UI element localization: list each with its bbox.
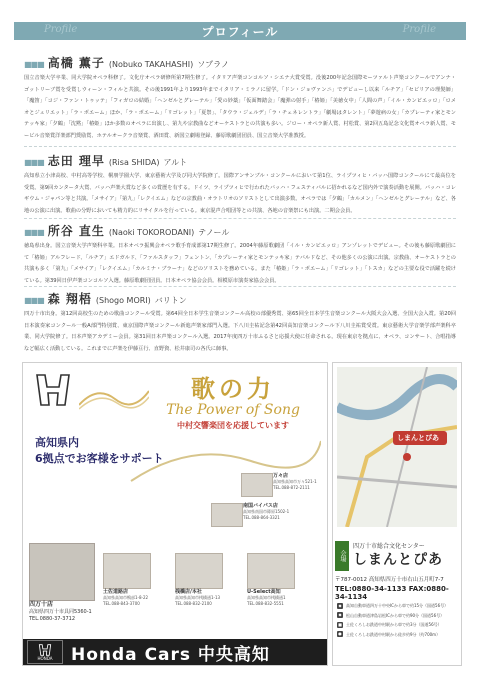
store-caption — [273, 473, 325, 491]
store-photo — [241, 473, 273, 497]
access-item: ◆ 高知自動車道四万十中央ICから車で約15分（国道56号） — [338, 602, 449, 608]
map-venue-label: しまんとぴあ — [397, 434, 439, 442]
store-address: 高知県高知市万々521-1 — [273, 479, 317, 484]
store-caption — [175, 589, 235, 607]
store-photo — [247, 553, 295, 589]
hq-caption — [29, 601, 92, 623]
banner-decoration-left: Profile — [44, 24, 78, 35]
performer-name: 志田 理早 — [47, 154, 105, 168]
venue-map — [337, 367, 457, 527]
performer-name: 所谷 直生 — [47, 224, 105, 238]
store-name: U-Select高知 — [247, 589, 281, 595]
store-address: 高知県高知市桟橋通1-13 — [175, 595, 221, 600]
store-name: 土佐道路店 — [103, 589, 129, 595]
store-photo — [211, 503, 243, 527]
store-caption — [243, 503, 295, 521]
performer-bio: 高知県立小津高校、中村高等学校、桐朋学園大学、東京藝術大学及び同大学院修了。国際アンサンブル・コンクールにおいて第1位、ライプツィヒ・バッハ国際コンクールにて最高位を受賞。第9回カンタータ大賞、バッハ声楽大賞など多くの賞歴を有する。ドイツ、ライプツィヒで行われたバッハ・フェスティバルに招かれるなど国内外で演奏活動を展開。バッハ・コレギウム・ジャパン等と共演。「メサイア」「第九」「レクイエム」などの宗教曲・オラトリオのソリストとして出演多数。オペラでは「夕鶴」「カルメン」「ヘンゼルとグレーテル」など、各地の公演に出演。歌曲の分野においても精力的にリサイタルを行っている。東京混声合唱団等との共演、各地の音楽祭にも出演。二期会会員。 — [24, 173, 456, 214]
profile-mori — [24, 290, 456, 355]
map-illustration — [337, 367, 457, 527]
divider — [24, 286, 456, 287]
store-name: 桟橋店/本社 — [175, 589, 202, 595]
performer-name: 高橋 薫子 — [47, 56, 105, 70]
store-photo — [175, 553, 223, 589]
car-icon: ◆ — [338, 612, 342, 618]
profile-heading — [24, 54, 456, 71]
honda-h-logo-icon — [33, 373, 73, 407]
profile-heading — [24, 222, 456, 239]
song-subtitle: 中村交響楽団を応援しています — [177, 421, 289, 430]
walk-icon: ● — [338, 631, 342, 637]
profile-banner — [14, 22, 466, 40]
performer-part: ソプラノ — [197, 60, 229, 69]
square-bullet-icon: ■■■ — [24, 296, 44, 305]
profile-heading — [24, 152, 456, 169]
hq-tel: TEL.0880-37-3712 — [29, 616, 76, 622]
honda-badge-text: HONDA — [37, 655, 53, 661]
store-tel: TEL.088-843-3700 — [103, 601, 140, 606]
access-list — [337, 601, 459, 639]
honda-advertisement — [22, 362, 328, 666]
performer-name-en: (Risa SHIDA) — [108, 158, 160, 167]
honda-brand: Honda Cars 中央高知 — [71, 644, 270, 665]
area-line-1: 高知県内 — [35, 436, 79, 449]
store-name: 万々店 — [273, 473, 289, 479]
performer-name-en: (Nobuko TAKAHASHI) — [108, 60, 194, 69]
access-item: ◆ 松山自動車道津島岩松ICから車で約90分（国道56号） — [338, 612, 445, 618]
divider — [24, 218, 456, 219]
profile-heading — [24, 290, 456, 307]
banner-title: プロフィール — [201, 24, 279, 39]
honda-h-small-icon — [37, 644, 53, 656]
area-message — [35, 435, 164, 467]
divider — [24, 146, 456, 147]
venue-advertisement — [332, 362, 462, 666]
square-bullet-icon: ■■■ — [24, 60, 44, 69]
performer-name-en: (Shogo MORI) — [95, 296, 151, 305]
hq-store-photo — [29, 543, 95, 601]
profile-tokorodani — [24, 222, 456, 287]
store-tel: TEL.088-864-3321 — [243, 515, 280, 520]
venue-address: 〒787-0012 高知県四万十市右山五月町7-7 — [335, 577, 444, 583]
hq-name: 四万十店 — [29, 601, 54, 608]
square-bullet-icon: ■■■ — [24, 158, 44, 167]
song-title-en: The Power of Song — [166, 402, 300, 418]
performer-bio: 国立音楽大学卒業、同大学院オペラ科修了。文化庁オペラ研修所第7期生修了。イタリア声楽コンコルソ・シエナ大賞受賞。没後200年記念国際モーツァルト声楽コンクールでアンナ・ゴットリーブ賞を受賞しウィーン・フィルと共演。その後1991年より1993年までイタリア・ミラノに留学。「ドン・ジョヴァンニ」でデビューし以来「ルチア」「セビリアの理髪師」「魔笛」「コジ・ファン・トゥッテ」「フィガロの結婚」「ヘンゼルとグレーテル」「愛の妙薬」「仮面舞踏会」「魔弾の射手」「椿姫」「美徳女中」「人間の声」「イル・カンピエッロ」「ロメオとジュリエット」「ラ・ボエーム」ほか、「ラ・ボエーム」「リゴレット」「夏祭」、「タウラ・ジェルデ」「ラ・チェネレントラ」「劇場はタレント」「夢遊病の女」「カプレーティ家とモンテッキ家」「夕鶴」「沈黙」「椿姫」ほか多数のオペラに出演し、第九や宗教曲などオーケストラとの共演も多い。ジロー・オペラ新人賞、村松賞、第2回五島記念文化賞オペラ新人賞、モービル音楽賞洋楽部門奨励賞、ホテルオークラ音楽賞、酒田賞、新国立劇場登録、藤原歌劇団団員、国立音楽大学准教授。 — [24, 75, 456, 139]
store-photo — [103, 553, 151, 589]
hq-address: 高知県四万十市具同5360-1 — [29, 609, 92, 615]
music-wave-icon — [79, 385, 149, 411]
song-title: 歌の力 — [191, 374, 275, 403]
honda-badge — [27, 640, 63, 664]
store-caption — [103, 589, 163, 607]
venue-name: しまんとぴあ — [353, 552, 443, 568]
store-address: 高知県高知市桟橋通1 — [247, 595, 286, 600]
profile-takahashi — [24, 54, 456, 142]
car-icon: ◆ — [338, 602, 342, 608]
store-caption — [247, 589, 317, 607]
performer-name-en: (Naoki TOKORODANI) — [108, 228, 195, 237]
store-tel: TEL.088-872-2111 — [273, 485, 310, 490]
venue-subtitle: 四万十市総合文化センター — [353, 543, 425, 550]
train-icon: ■ — [338, 621, 342, 627]
square-bullet-icon: ■■■ — [24, 228, 44, 237]
performer-part: バリトン — [154, 296, 187, 305]
performer-part: アルト — [163, 158, 188, 167]
honda-footer — [23, 639, 327, 665]
area-line-2: 6拠点でお客様をサポート — [35, 452, 164, 465]
store-tel: TEL.088-832-5551 — [247, 601, 284, 606]
store-address: 高知県高知市鴨部1-8-22 — [103, 595, 149, 600]
venue-tag: 会場 — [335, 541, 349, 571]
store-address: 高知県南国市篠原1502-1 — [243, 509, 290, 514]
performer-bio: 徳島県出身。国立音楽大学声楽科卒業。日本オペラ振興会オペラ歌手育成部第17期生修了。2004年藤原歌劇団「イル・カンピエッロ」アンゾレットでデビュー。その後も藤原歌劇団にて「椿姫」アルフレード、「ルチア」エドガルド、「ファルスタッフ」フェントン、「カプレーティ家とモンテッキ家」テバルドなど、その他多くの公演に出演。宗教曲、オーケストラとの共演も多く「第九」「メサイア」「レクイエム」「カルミナ・ブラーナ」などのソリストを務めている。また「椿姫」「ラ・ボエーム」「リゴレット」「トスカ」などの主要な役で活躍を続けている。第39回日伊声楽コンコルソ入選。藤原歌劇団団員。日本オペラ協会会員。相模原市演奏家協会会員。 — [24, 243, 456, 284]
store-name: 南国バイパス店 — [243, 503, 278, 509]
performer-part: テノール — [198, 228, 230, 237]
banner-decoration-right: Profile — [402, 24, 436, 35]
access-item: ● 土佐くろしお鉄道中村駅から徒歩約9分（約700m） — [338, 631, 441, 637]
store-tel: TEL.088-832-2100 — [175, 601, 212, 606]
song-block — [143, 369, 323, 431]
performer-bio: 四万十市出身。第12回高校生のための歌曲コンクール受賞。第64回全日本学生音楽コンクール高校の部優秀賞、第65回全日本学生音楽コンクール大阪大会入選、全国大会入賞。第20回日本演奏家コンクール一般A部門特別賞、東京国際声楽コンクール新進声楽家部門入選。下八川圭祐記念第42回高知音楽コンクール下八川圭祐賞受賞。東京藝術大学音楽学部声楽科卒業、同大学院修了。日本声楽アカデミー会員。第31回日本声楽コンクール入選。2017年度四万十市ふるさと応援大使に任命される。現在東京を拠点に、オペラ、コンサート、合唱指導など幅広く活動している。これまでに声楽を伊藤亘行、直野資、松井康司の各氏に師事。 — [24, 311, 456, 352]
access-item: ■ 土佐くろしお鉄道中村駅から車で約3分（国道56号） — [338, 621, 442, 627]
profile-shida — [24, 152, 456, 217]
venue-tel: TEL:0880-34-1133 FAX:0880-34-1134 — [335, 585, 449, 601]
performer-name: 森 翔梧 — [47, 292, 92, 306]
